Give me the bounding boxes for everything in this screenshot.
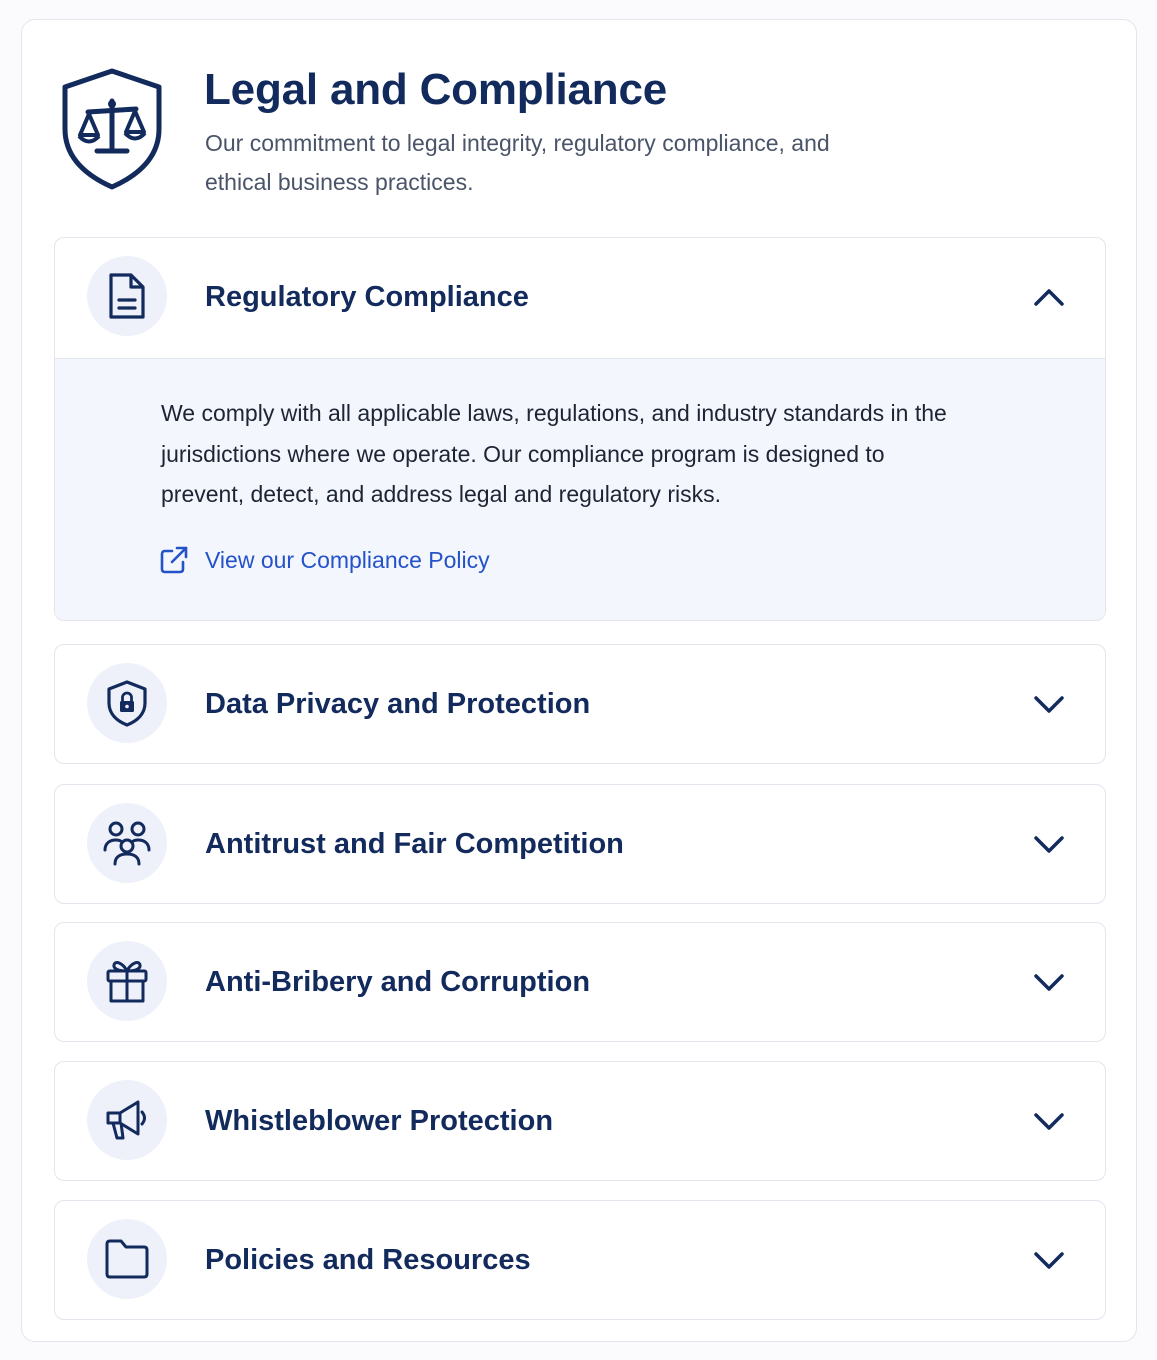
folder-icon xyxy=(103,1238,151,1280)
gift-icon xyxy=(104,957,150,1005)
section-title: Antitrust and Fair Competition xyxy=(205,828,624,860)
page-header xyxy=(54,64,1104,214)
accordion-header-antitrust[interactable] xyxy=(55,785,1105,903)
chevron-down-icon[interactable] xyxy=(1031,829,1067,859)
page-subtitle: Our commitment to legal integrity, regulatory compliance, and ethical business practices. xyxy=(205,130,830,195)
section-icon-circle xyxy=(87,803,167,883)
accordion-antitrust xyxy=(54,784,1106,904)
compliance-policy-link-label[interactable]: View our Compliance Policy xyxy=(205,547,490,573)
accordion-body-regulatory-compliance xyxy=(55,359,1105,620)
chevron-down-icon[interactable] xyxy=(1031,967,1067,997)
chevron-down-icon[interactable] xyxy=(1031,689,1067,719)
section-icon-circle xyxy=(87,256,167,336)
accordion-header-anti-bribery[interactable] xyxy=(55,923,1105,1041)
section-icon-circle xyxy=(87,663,167,743)
chevron-up-icon[interactable] xyxy=(1031,282,1067,312)
accordion-whistleblower xyxy=(54,1061,1106,1181)
section-title: Anti-Bribery and Corruption xyxy=(205,966,591,998)
accordion-header-policies-resources[interactable] xyxy=(55,1201,1105,1319)
section-icon-circle xyxy=(87,1219,167,1299)
external-link-icon xyxy=(159,545,189,575)
chevron-down-icon[interactable] xyxy=(1031,1106,1067,1136)
accordion-anti-bribery xyxy=(54,922,1106,1042)
accordion-header-whistleblower[interactable] xyxy=(55,1062,1105,1180)
section-title: Regulatory Compliance xyxy=(205,281,529,313)
page-title: Legal and Compliance xyxy=(204,65,667,114)
section-title: Data Privacy and Protection xyxy=(205,688,591,720)
users-icon xyxy=(102,820,152,866)
section-icon-circle xyxy=(87,1080,167,1160)
accordion-policies-resources xyxy=(54,1200,1106,1320)
document-icon xyxy=(105,271,149,321)
legal-compliance-card xyxy=(21,19,1137,1342)
scales-shield-icon xyxy=(59,67,165,191)
compliance-policy-link[interactable] xyxy=(159,545,490,575)
accordion-header-regulatory-compliance[interactable] xyxy=(55,238,1105,359)
section-body-text: We comply with all applicable laws, regulations, and industry standards in the jurisdictions where we operate. Our compliance program is designed to prevent, detect, and address legal and regulatory risks. xyxy=(161,400,947,507)
shield-lock-icon xyxy=(104,678,150,728)
section-title: Whistleblower Protection xyxy=(205,1105,554,1137)
accordion-header-data-privacy[interactable] xyxy=(55,645,1105,763)
accordion-data-privacy xyxy=(54,644,1106,764)
chevron-down-icon[interactable] xyxy=(1031,1245,1067,1275)
section-title: Policies and Resources xyxy=(205,1244,531,1276)
megaphone-icon xyxy=(103,1097,151,1143)
accordion-regulatory-compliance xyxy=(54,237,1106,621)
section-icon-circle xyxy=(87,941,167,1021)
